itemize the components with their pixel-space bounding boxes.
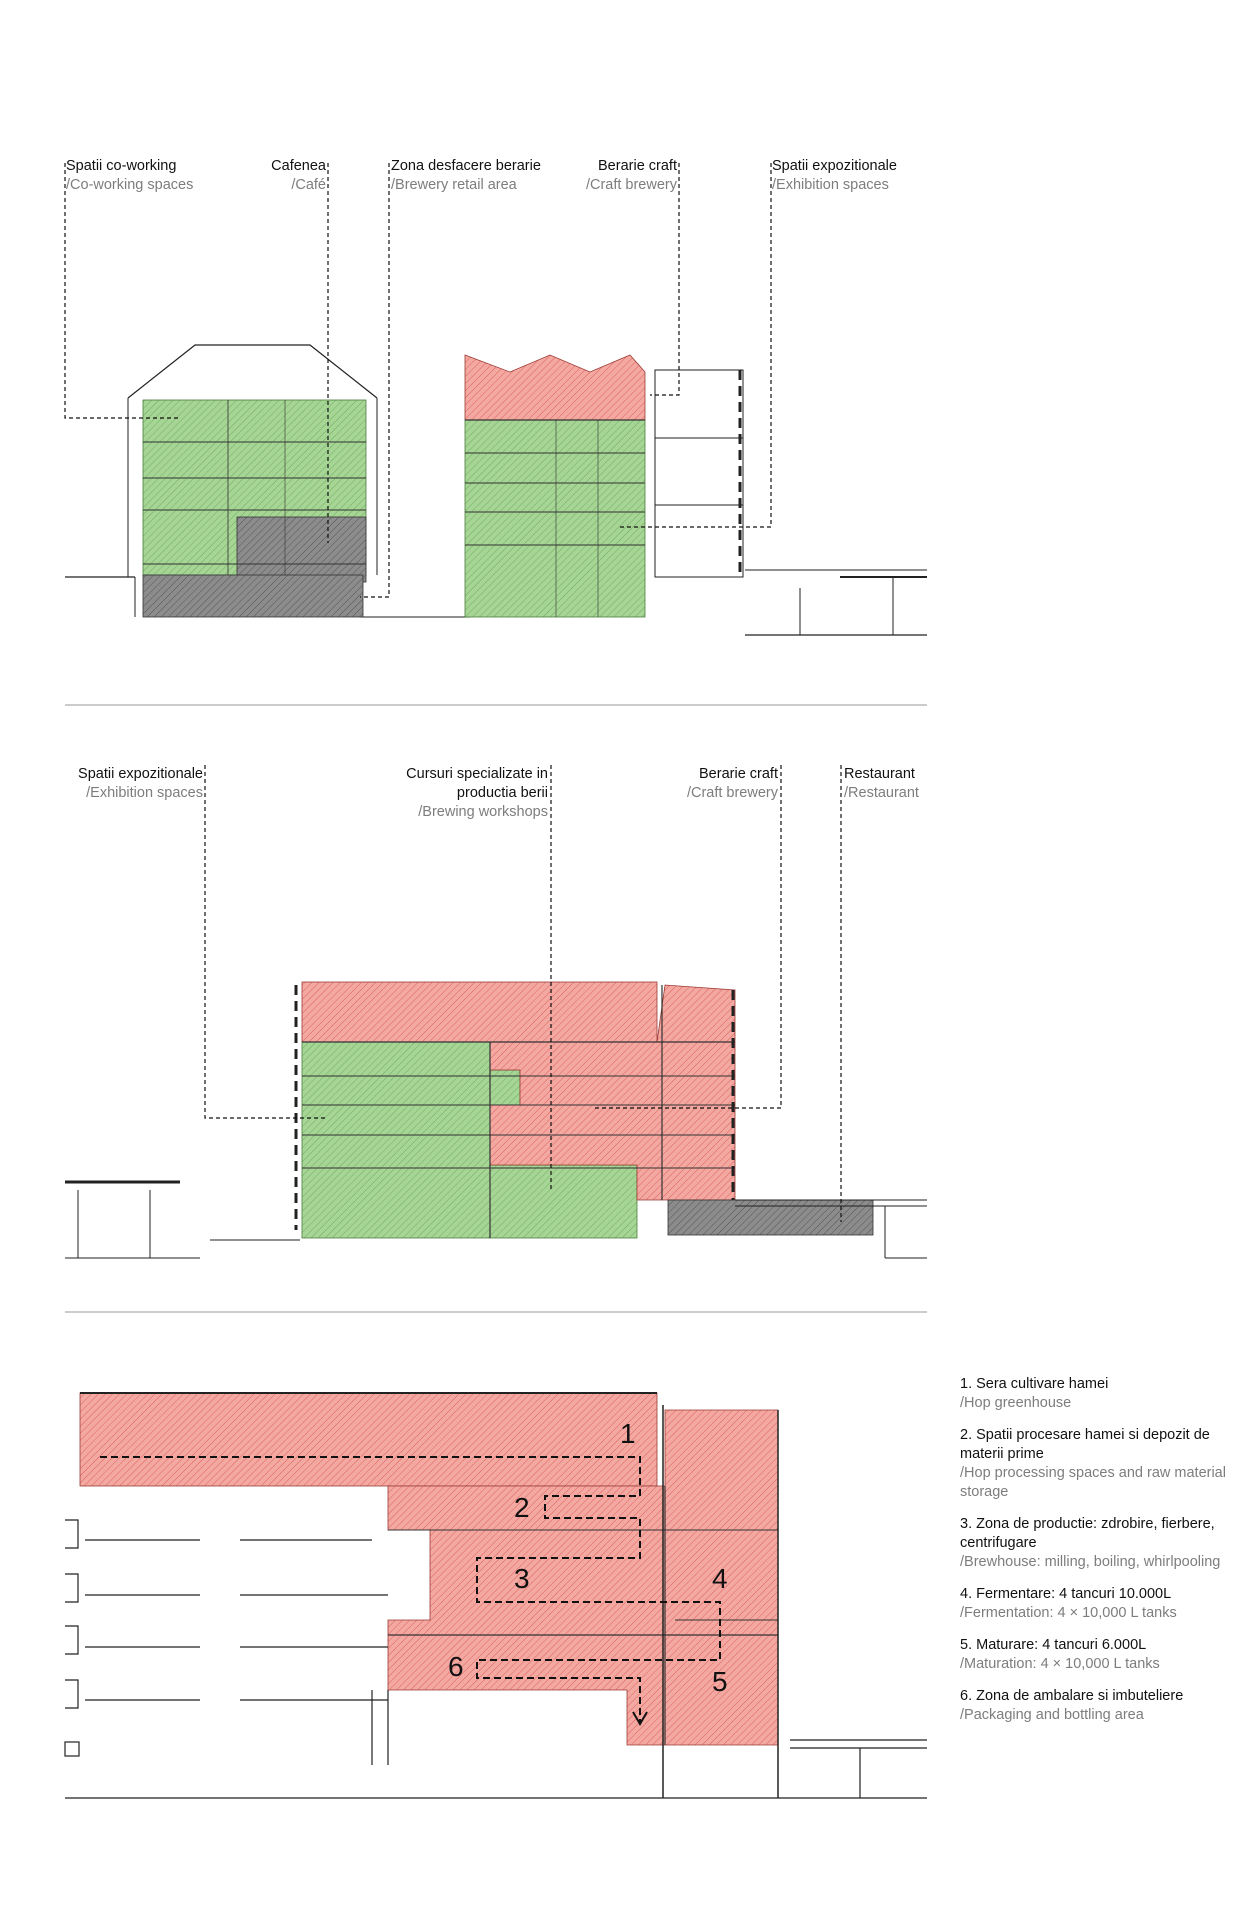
label-en: /Craft brewery bbox=[585, 177, 677, 193]
legend bbox=[960, 1375, 1250, 1738]
label-en: /Exhibition spaces bbox=[772, 177, 889, 193]
section-3-production bbox=[65, 1393, 927, 1798]
label-brewing-workshops bbox=[330, 765, 548, 822]
zone-number-4: 4 bbox=[712, 1563, 728, 1594]
legend-en: /Hop processing spaces and raw material storage bbox=[960, 1465, 1226, 1500]
label-en: /Exhibition spaces bbox=[86, 785, 203, 801]
zone-number-6: 6 bbox=[448, 1651, 464, 1682]
label-ro: Berarie craft bbox=[598, 158, 677, 174]
label-restaurant bbox=[844, 765, 919, 803]
label-ro: Restaurant bbox=[844, 766, 915, 782]
legend-en: /Maturation: 4 × 10,000 L tanks bbox=[960, 1656, 1160, 1672]
label-en: /Café bbox=[291, 177, 326, 193]
section-2-elevation bbox=[65, 765, 927, 1258]
label-exhibition-2 bbox=[40, 765, 203, 803]
legend-ro: 2. Spatii procesare hamei si depozit de materii prime bbox=[960, 1427, 1210, 1462]
label-en: /Brewery retail area bbox=[391, 177, 517, 193]
section-1-elevation bbox=[65, 163, 927, 635]
legend-ro: 1. Sera cultivare hamei bbox=[960, 1376, 1109, 1392]
label-cafe bbox=[200, 157, 326, 195]
legend-item-5 bbox=[960, 1636, 1250, 1674]
label-ro: Spatii expozitionale bbox=[772, 158, 897, 174]
legend-en: /Packaging and bottling area bbox=[960, 1707, 1144, 1723]
label-ro: Cursuri specializate in bbox=[406, 766, 548, 782]
label-craft-brewery bbox=[540, 157, 677, 195]
zone-number-5: 5 bbox=[712, 1666, 728, 1697]
zone-number-2: 2 bbox=[514, 1492, 530, 1523]
label-exhibition bbox=[772, 157, 897, 195]
zone-number-1: 1 bbox=[620, 1418, 636, 1449]
legend-item-6 bbox=[960, 1687, 1250, 1725]
label-coworking bbox=[66, 157, 193, 195]
label-en: /Brewing workshops bbox=[418, 804, 548, 820]
legend-item-3 bbox=[960, 1515, 1250, 1572]
legend-item-2 bbox=[960, 1426, 1250, 1502]
legend-en: /Fermentation: 4 × 10,000 L tanks bbox=[960, 1605, 1177, 1621]
label-ro: Berarie craft bbox=[699, 766, 778, 782]
legend-en: /Brewhouse: milling, boiling, whirlpooling bbox=[960, 1554, 1221, 1570]
label-ro: Zona desfacere berarie bbox=[391, 158, 541, 174]
label-en: /Craft brewery bbox=[686, 785, 778, 801]
label-ro: Cafenea bbox=[271, 158, 326, 174]
legend-ro: 3. Zona de productie: zdrobire, fierbere, centrifugare bbox=[960, 1516, 1215, 1551]
legend-en: /Hop greenhouse bbox=[960, 1395, 1072, 1411]
legend-ro: 6. Zona de ambalare si imbuteliere bbox=[960, 1688, 1184, 1704]
zone-number-3: 3 bbox=[514, 1563, 530, 1594]
label-craft-brewery-2 bbox=[640, 765, 778, 803]
label-ro-line2: productia berii bbox=[456, 785, 548, 801]
label-en: /Co-working spaces bbox=[66, 177, 194, 193]
label-brewery-retail bbox=[391, 157, 541, 195]
legend-item-1 bbox=[960, 1375, 1250, 1413]
label-en: /Restaurant bbox=[844, 785, 919, 801]
label-ro: Spatii expozitionale bbox=[78, 766, 203, 782]
legend-ro: 5. Maturare: 4 tancuri 6.000L bbox=[960, 1637, 1147, 1653]
legend-ro: 4. Fermentare: 4 tancuri 10.000L bbox=[960, 1586, 1172, 1602]
legend-item-4 bbox=[960, 1585, 1250, 1623]
label-ro: Spatii co-working bbox=[66, 158, 177, 174]
